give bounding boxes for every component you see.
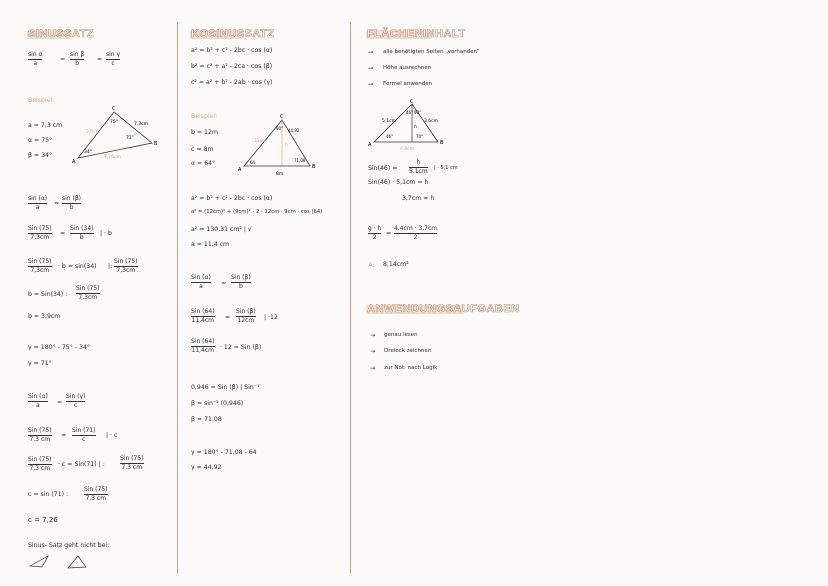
svg-text:h: h (414, 125, 417, 130)
svg-text:A: A (368, 142, 372, 148)
triangle-doodle-2 (66, 553, 90, 571)
heading-sinussatz: SINUSSATZ (28, 28, 95, 40)
law-frac-b: sin β b (70, 51, 85, 67)
cos-calc-2: a² = (12cm)² + (9cm)² - 2 · 12cm · 9cm · cos (64) (191, 209, 323, 215)
operation: | · b (100, 230, 112, 237)
equals: = (60, 56, 66, 63)
triangle-sketch-3 (366, 98, 446, 154)
svg-text:C: C (410, 99, 414, 105)
calc1-r1: sin (β) b (62, 195, 82, 211)
calc2-r2: Sin (71) c (72, 427, 96, 443)
calc1-r2: Sin (34) b (70, 225, 94, 241)
calc2-r4: Sin (75) 7,3 cm (84, 486, 108, 502)
equals: = (57, 399, 63, 406)
equals: = (54, 200, 60, 207)
step-arrow: → (370, 365, 376, 372)
svg-text:7,26cm: 7,26cm (104, 155, 121, 160)
cos-sin-l3: Sin (64) 11,4cm (191, 338, 215, 354)
svg-text:90°: 90° (414, 110, 422, 115)
gamma-line-2: γ = 44,92 (191, 464, 222, 471)
area-values: 4,4cm · 3,7cm 2 (394, 225, 438, 241)
given-a: a = 7,3 cm (28, 122, 63, 129)
calc1-l2: Sin (75) 7,3cm (28, 225, 52, 241)
step-arrow: → (370, 332, 376, 339)
svg-text:3,6cm: 3,6cm (424, 119, 439, 124)
svg-text:C: C (112, 106, 116, 112)
step-3: Formel anwenden (383, 81, 433, 87)
svg-text:12cm: 12cm (254, 139, 267, 144)
cos-sin-l2: Sin (64) 11,4cm (191, 308, 215, 324)
calc2-l2: Sin (75) 7,3 cm (28, 427, 52, 443)
calc1-l3: Sin (75) 7,3cm (28, 258, 52, 274)
calc2-m3: · c = Sin(71) | : (58, 461, 105, 468)
equals: = (97, 56, 103, 63)
svg-text:75°: 75° (110, 120, 118, 125)
cos-calc-3: a² = 130,31 cm² | √ (191, 226, 252, 233)
heading-kosinussatz: KOSINUSSATZ (191, 28, 275, 40)
calc1-m3: · b = sin(34) (58, 263, 97, 270)
law-frac-c: sin γ c (106, 51, 121, 67)
svg-text:5,1cm: 5,1cm (382, 119, 397, 124)
calc2-l3: Sin (75) 7,3 cm (28, 456, 52, 472)
given-alpha: α = 64° (191, 160, 216, 167)
calc2-r1: Sin (γ) c (66, 393, 86, 409)
cos-sin-r2: Sin (β) 12cm (236, 308, 256, 324)
step-arrow: → (368, 49, 374, 56)
triangle-doodle-1 (28, 553, 52, 569)
calc2-r3: Sin (75) 7,3 cm (120, 455, 144, 471)
step-arrow: → (368, 65, 374, 72)
svg-text:A: A (72, 159, 76, 165)
area-formula: g · h 2 (368, 225, 382, 241)
cos-law-b: b² = c² + a² - 2ca · cos (β) (191, 63, 273, 70)
given-beta: β = 34° (28, 152, 53, 159)
cos-sin-l1: Sin (α) a (191, 274, 211, 290)
triangle-sketch-1 (72, 103, 162, 165)
gamma-line-1: γ = 180° - 71,08 - 64 (191, 449, 257, 456)
svg-text:A: A (238, 167, 242, 173)
equals: = (60, 230, 66, 237)
triangle-sketch-2 (236, 112, 320, 178)
area-calc-3: 3,7cm ≈ h (402, 195, 435, 202)
cos-calc-1: a² = b² + c² - 2bc · cos (α) (191, 195, 273, 202)
beta-line-1: 0,946 = Sin (β) | Sin⁻¹ (191, 384, 260, 391)
svg-text:C: C (280, 114, 284, 120)
svg-text:71°: 71° (126, 136, 134, 141)
svg-text:90°: 90° (276, 126, 284, 131)
svg-text:34°: 34° (84, 150, 92, 155)
svg-text:B: B (440, 140, 444, 146)
svg-text:h: h (285, 143, 288, 148)
beta-line-2: β = sin⁻¹ (0,946) (191, 400, 244, 407)
cos-law-c: c² = a² + b² - 2ab · cos (γ) (191, 79, 273, 86)
calc2-l4: c = sin (71) : (28, 491, 69, 498)
column-divider-1 (177, 22, 178, 574)
given-b: b = 12m (191, 129, 218, 136)
area-result: 8,14cm² (383, 261, 409, 268)
calc1-l4: b = Sin(34) : (28, 291, 68, 298)
gamma-line-1: γ = 180° - 75° - 34° (28, 344, 90, 351)
operation: |: (108, 263, 113, 270)
svg-text:4,4cm: 4,4cm (400, 147, 415, 152)
cos-calc-4: a = 11,4 cm (191, 241, 230, 248)
anwendung-step-2: Dreieck zeichnen (384, 348, 432, 354)
svg-text:44,92: 44,92 (288, 128, 300, 133)
anwendung-step-1: genau lesen (384, 332, 418, 338)
heading-flaecheninhalt: FLÄCHENINHALT (367, 28, 466, 40)
cos-sin-r1: Sin (β) b (231, 274, 251, 290)
given-alpha: α = 75° (28, 137, 53, 144)
svg-text:64: 64 (250, 160, 256, 165)
svg-text:46°: 46° (386, 134, 394, 139)
beispiel-label: Beispiel: (191, 113, 218, 120)
beispiel-label: Beispiel: (28, 97, 55, 104)
calc1-r4: Sin (75) 7,3cm (76, 285, 100, 301)
svg-text:3,9cm: 3,9cm (86, 130, 101, 135)
svg-text:7,3cm: 7,3cm (134, 122, 149, 127)
svg-text:70°: 70° (416, 134, 424, 139)
equals: = (225, 314, 231, 321)
svg-text:71,08: 71,08 (294, 158, 306, 163)
area-calc-2: Sin(46) · 5,1cm = h (368, 179, 429, 186)
calc1-l1: sin (α) a (28, 195, 48, 211)
svg-text:46°: 46° (406, 110, 414, 115)
cos-sin-m3: · 12 = Sin (β) (220, 344, 262, 351)
step-arrow: → (370, 348, 376, 355)
cos-law-a: a² = b² + c² - 2bc · cos (α) (191, 47, 273, 54)
area-frac-h: h 5,1cm (409, 159, 428, 175)
equals: = (221, 280, 227, 287)
operation: | ·12 (264, 314, 278, 321)
calc2-result: c = 7,26 (28, 516, 58, 524)
step-2: Höhe ausrechnen (383, 65, 432, 71)
svg-text:B: B (154, 141, 158, 147)
calc1-r3: Sin (75) 7,3cm (114, 258, 138, 274)
operation: | · 5,1 cm (434, 165, 458, 171)
svg-text:B: B (312, 164, 316, 170)
heading-anwendung: ANWENDUNGSAUFGABEN (367, 303, 520, 315)
equals: = (61, 432, 67, 439)
gamma-line-2: γ = 71° (28, 360, 52, 367)
calc2-l1: Sin (α) a (28, 393, 48, 409)
step-1: alle benötigten Seiten „vorhanden“ (383, 49, 480, 55)
equals: = (386, 230, 392, 237)
given-c: c = 8m (191, 146, 214, 153)
area-calc-1: Sin(46) = (368, 165, 398, 172)
column-divider-2 (350, 22, 351, 574)
note-sinus-satz: Sinus- Satz geht nicht bei: (28, 542, 110, 549)
svg-text:8m: 8m (276, 172, 284, 177)
anwendung-step-3: zur Not: nach Logik (384, 365, 438, 371)
beta-line-3: β = 71,08 (191, 416, 222, 423)
step-arrow: → (368, 81, 374, 88)
area-result-label: A: (368, 261, 376, 269)
law-frac-a: sin α a (28, 51, 43, 67)
calc1-result: b ≈ 3,9cm (28, 313, 61, 320)
operation: | · c (106, 432, 118, 439)
